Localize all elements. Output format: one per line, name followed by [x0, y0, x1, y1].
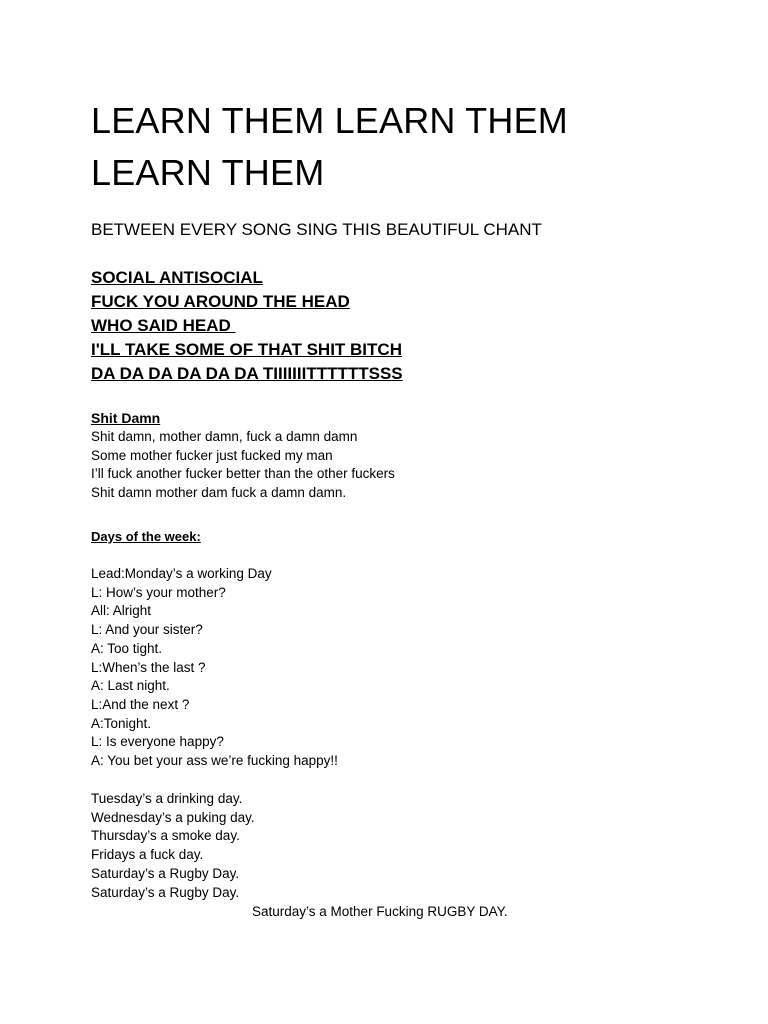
- lyric-line: Wednesday’s a puking day.: [91, 809, 255, 825]
- song-dialogue-days-of-week: [91, 565, 338, 771]
- lyric-line: A:Tonight.: [91, 715, 152, 731]
- song-finale-line: Saturday’s a Mother Fucking RUGBY DAY.: [252, 904, 508, 919]
- page-title-line-1: LEARN THEM LEARN THEM: [91, 100, 568, 141]
- song-title-shit-damn: Shit Damn: [91, 410, 161, 426]
- lyric-line: Lead:Monday’s a working Day: [91, 566, 272, 581]
- chant-line: I'LL TAKE SOME OF THAT SHIT BITCH: [91, 340, 402, 359]
- lyric-line: Thursday’s a smoke day.: [91, 828, 240, 844]
- song-lyrics-shit-damn: [91, 428, 395, 503]
- lyric-line: Fridays a fuck day.: [91, 847, 204, 863]
- lyric-line: I’ll fuck another fucker better than the other fuckers: [91, 466, 395, 482]
- chant-line: SOCIAL ANTISOCIAL: [91, 268, 263, 287]
- page-title-line-2: LEARN THEM: [91, 152, 325, 193]
- lyric-line: Saturday’s a Rugby Day.: [91, 865, 240, 881]
- chant-intro: BETWEEN EVERY SONG SING THIS BEAUTIFUL CHANT: [91, 220, 542, 239]
- lyric-line: L: And your sister?: [91, 622, 203, 638]
- lyric-line: Shit damn, mother damn, fuck a damn damn: [91, 429, 358, 444]
- lyric-line: Tuesday’s a drinking day.: [91, 791, 243, 806]
- lyric-line: Shit damn mother dam fuck a damn damn.: [91, 485, 347, 501]
- lyric-line: L:And the next ?: [91, 696, 190, 712]
- lyric-line: Some mother fucker just fucked my man: [91, 447, 333, 463]
- page-title: [91, 95, 691, 199]
- chant-line: FUCK YOU AROUND THE HEAD: [91, 292, 350, 311]
- song-title-days-of-week: Days of the week:: [91, 529, 201, 544]
- lyric-line: L:When’s the last ?: [91, 659, 206, 675]
- lyric-line: L: How’s your mother?: [91, 584, 226, 600]
- lyric-line: A: Too tight.: [91, 640, 163, 656]
- lyric-line: All: Alright: [91, 603, 152, 619]
- chant-line: DA DA DA DA DA DA TIIIIIIITTTTTTSSS: [91, 364, 403, 383]
- song-lyrics-days-list: [91, 790, 255, 902]
- lyric-line: Saturday’s a Rugby Day.: [91, 884, 240, 900]
- chant-block: [91, 266, 403, 386]
- chant-line: WHO SAID HEAD: [91, 316, 236, 335]
- lyric-line: L: Is everyone happy?: [91, 734, 224, 750]
- lyric-line: A: You bet your ass we’re fucking happy!!: [91, 753, 338, 769]
- lyric-line: A: Last night.: [91, 678, 170, 694]
